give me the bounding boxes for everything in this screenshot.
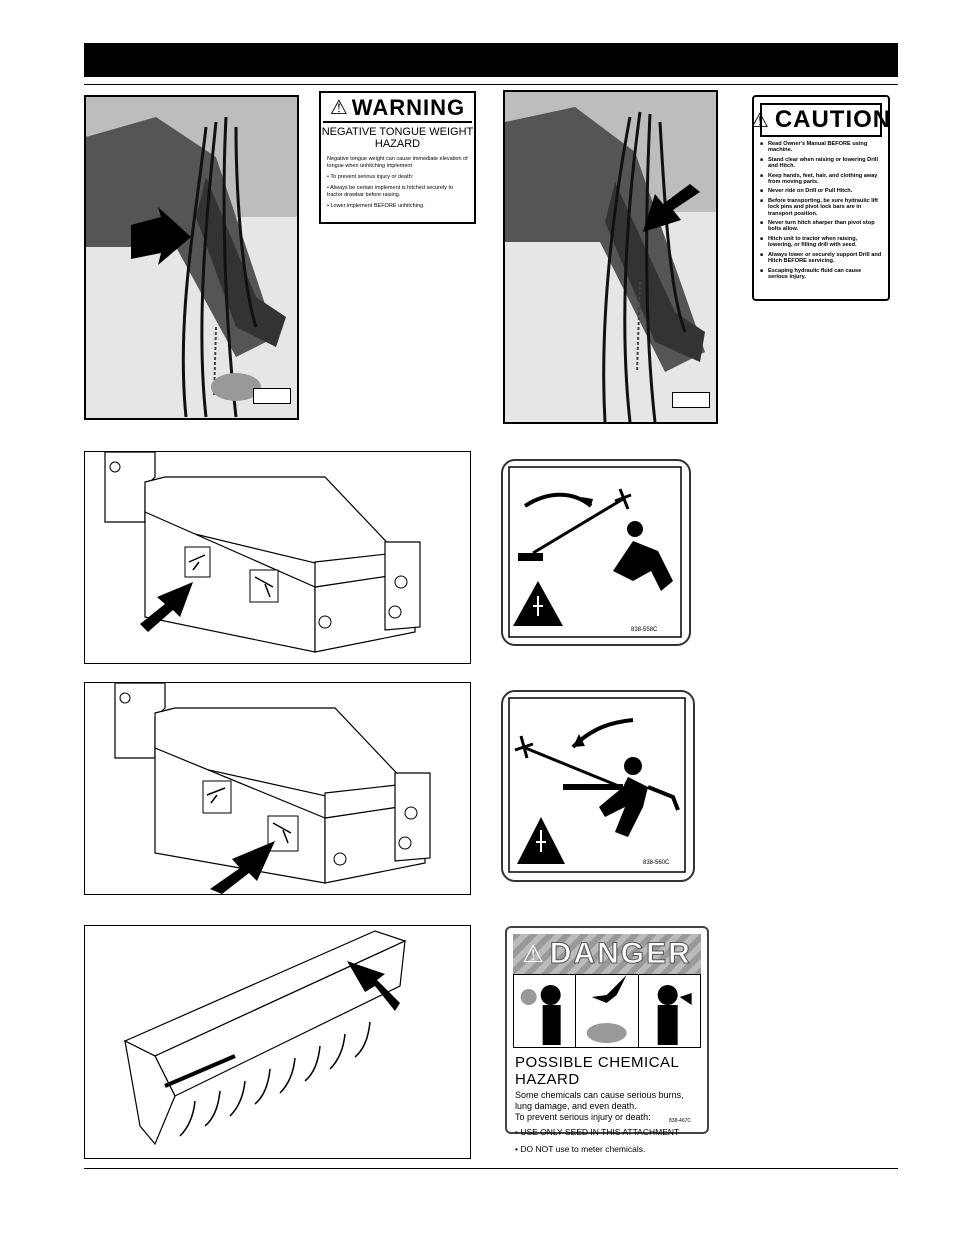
decal-sketch bbox=[250, 570, 278, 602]
warning-decal bbox=[319, 91, 476, 224]
photo-tag bbox=[672, 392, 710, 408]
danger-line-2: lung damage, and even death. bbox=[515, 1101, 637, 1111]
seed-box-illustration bbox=[85, 926, 470, 1158]
danger-decal-code: 838-467C bbox=[669, 1118, 691, 1124]
caution-item: ■ Hitch unit to tractor when raising, lowering, or filling drill with seed. bbox=[760, 236, 882, 249]
danger-line-1: Some chemicals can cause serious burns, bbox=[515, 1090, 684, 1100]
hitch-photo-left-image bbox=[86, 97, 297, 418]
caution-header bbox=[750, 103, 892, 137]
danger-signal-word: DANGER bbox=[549, 937, 692, 970]
crush-hazard-pictogram-1 bbox=[503, 461, 689, 644]
decal-sketch bbox=[203, 781, 231, 813]
decal-sketch bbox=[185, 547, 210, 577]
photo-tag bbox=[253, 388, 291, 404]
danger-line-3: To prevent serious injury or death: bbox=[515, 1112, 651, 1122]
warning-text-1: Negative tongue weight can cause immediate elevation of tongue when unhitching implement bbox=[327, 156, 468, 169]
caution-decal bbox=[752, 95, 890, 301]
hand-contact-hazard-icon bbox=[576, 975, 638, 1047]
header-rule bbox=[84, 84, 898, 85]
warning-triangle-icon: ⚠ bbox=[329, 97, 348, 119]
crush-decal-1-code: 838-558C bbox=[631, 627, 658, 633]
crush-hazard-decal-1 bbox=[501, 459, 691, 646]
page-header-bar bbox=[84, 43, 898, 77]
danger-header bbox=[513, 934, 701, 974]
warning-header bbox=[323, 95, 472, 123]
danger-triangle-icon: ⚠ bbox=[522, 940, 544, 968]
danger-pictograms bbox=[513, 974, 701, 1048]
caution-list bbox=[760, 141, 882, 280]
warning-text-3: • Always be certain implement is hitched securely to tractor drawbar before raising. bbox=[327, 185, 454, 198]
caution-triangle-icon: ⚠ bbox=[750, 109, 769, 132]
inhalation-hazard-icon bbox=[514, 975, 576, 1047]
hitch-frame-drawing-1 bbox=[84, 451, 471, 664]
warning-text-2: • To prevent serious injury or death: bbox=[327, 174, 414, 180]
ingestion-hazard-icon bbox=[639, 975, 700, 1047]
danger-decal bbox=[505, 926, 709, 1154]
danger-title: POSSIBLE CHEMICAL HAZARD bbox=[515, 1054, 679, 1088]
warning-signal-word: WARNING bbox=[351, 95, 466, 120]
caution-item: ■ Read Owner's Manual BEFORE using machine. bbox=[760, 141, 882, 154]
caution-signal-word: CAUTION bbox=[774, 106, 892, 133]
danger-bullet-2: • DO NOT use to meter chemicals. bbox=[515, 1144, 646, 1154]
hitch-frame-drawing-2 bbox=[84, 682, 471, 895]
crush-hazard-pictogram-2 bbox=[503, 692, 693, 880]
hitch-photo-right-image bbox=[505, 92, 716, 422]
hitch-frame-illustration-1 bbox=[85, 452, 470, 663]
caution-item: ■ Never turn hitch sharper than pivot stop bolts allow. bbox=[760, 220, 882, 233]
warning-body bbox=[327, 156, 468, 210]
caution-item: ■ Stand clear when raising or lowering Drill and Hitch. bbox=[760, 157, 882, 170]
caution-item: ■ Never ride on Drill or Pull Hitch. bbox=[760, 188, 882, 194]
danger-bullets bbox=[515, 1127, 699, 1155]
warning-text-4: • Lower implement BEFORE unhitching. bbox=[327, 203, 425, 209]
hitch-frame-illustration-2 bbox=[85, 683, 470, 894]
footer-rule bbox=[84, 1168, 898, 1169]
caution-item: ■ Before transporting, be sure hydraulic lift lock pins and pivot lock bars are in transport position. bbox=[760, 198, 882, 217]
caution-item: ■ Keep hands, feet, hair, and clothing away from moving parts. bbox=[760, 173, 882, 186]
warning-subtitle bbox=[321, 126, 474, 150]
hitch-photo-left bbox=[84, 95, 299, 420]
danger-bullet-1: • USE ONLY SEED IN THIS ATTACHMENT bbox=[515, 1127, 680, 1137]
warning-subtitle-line1: NEGATIVE TONGUE WEIGHT bbox=[321, 126, 474, 138]
seed-box-drawing bbox=[84, 925, 471, 1159]
caution-item: ■ Always lower or securely support Drill and Hitch BEFORE servicing. bbox=[760, 252, 882, 265]
caution-item: ■ Escaping hydraulic fluid can cause serious injury. bbox=[760, 268, 882, 281]
crush-hazard-decal-2 bbox=[501, 690, 695, 882]
crush-decal-2-code: 838-560C bbox=[643, 860, 670, 866]
hitch-photo-right bbox=[503, 90, 718, 424]
warning-subtitle-line2: HAZARD bbox=[374, 138, 421, 150]
